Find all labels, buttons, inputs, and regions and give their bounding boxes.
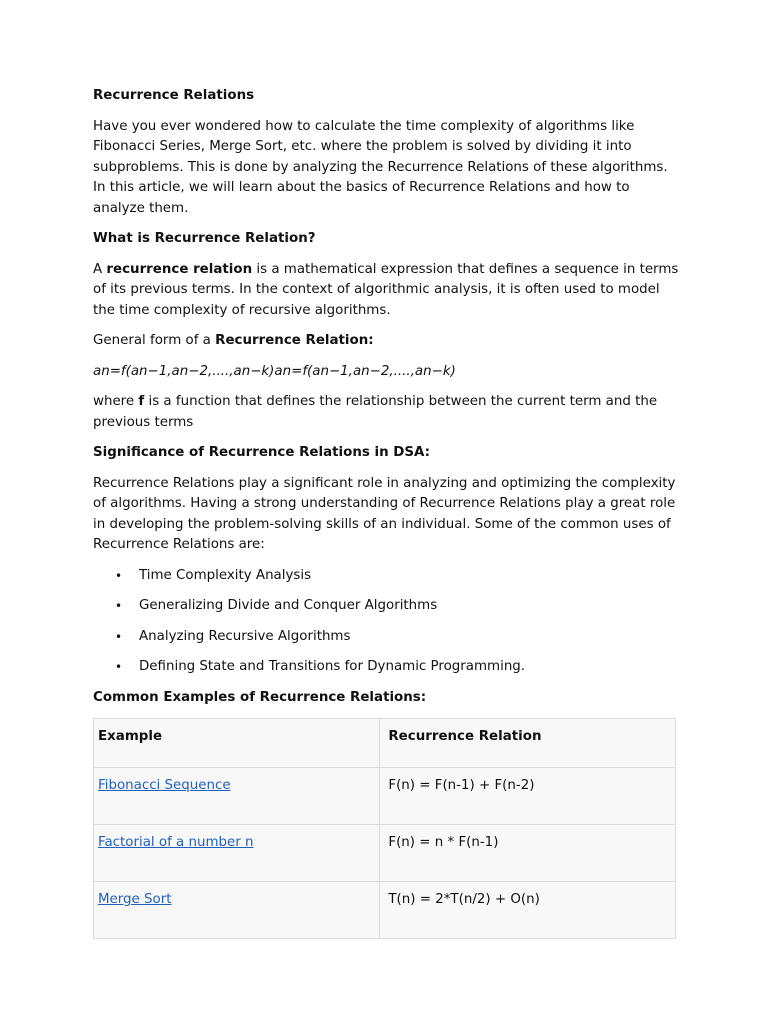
- bullet-icon: •: [115, 660, 123, 674]
- where-suffix: is a function that defines the relationship between the current term and the previous terms: [93, 394, 658, 430]
- table-header-relation: Recurrence Relation: [380, 719, 676, 768]
- table-header-example: Example: [94, 719, 380, 768]
- list-item-label: Defining State and Transitions for Dynamic Programming.: [139, 659, 526, 674]
- table-cell-relation: F(n) = F(n-1) + F(n-2): [380, 768, 676, 825]
- document-page: [93, 86, 683, 939]
- bullet-icon: •: [115, 568, 123, 583]
- table-cell-example: [94, 882, 380, 939]
- merge-sort-link[interactable]: Merge Sort: [98, 892, 172, 907]
- definition-prefix: A: [93, 261, 107, 277]
- list-item: [93, 566, 683, 587]
- table-cell-example: [94, 825, 380, 882]
- general-form-term: Recurrence Relation:: [215, 333, 374, 348]
- list-item-label: Generalizing Divide and Conquer Algorithms: [139, 598, 438, 613]
- list-item-label: Time Complexity Analysis: [139, 567, 312, 583]
- definition-suffix: is a mathematical expression that defines a sequence in terms of its previous terms. In the context of algorithmic analysis, it is often used to model the time complexity of recursive algorithms.: [93, 261, 679, 318]
- list-item: [93, 596, 683, 617]
- table-row: [94, 768, 676, 825]
- list-item: [93, 657, 683, 678]
- general-form-line: [93, 331, 683, 352]
- examples-heading: Common Examples of Recurrence Relations:: [93, 689, 427, 705]
- table-row: [94, 882, 676, 939]
- list-item: [93, 627, 683, 648]
- document-title: Recurrence Relations: [93, 88, 255, 103]
- examples-table: [93, 718, 676, 939]
- general-form-prefix: General form of a: [93, 333, 216, 348]
- bullet-icon: •: [115, 629, 123, 644]
- where-prefix: where: [93, 394, 139, 409]
- uses-list: [93, 566, 683, 678]
- definition-term: recurrence relation: [106, 261, 253, 277]
- significance-heading: Significance of Recurrence Relations in DSA:: [93, 445, 430, 460]
- table-header-row: [94, 719, 676, 768]
- where-paragraph: [93, 392, 683, 433]
- factorial-link[interactable]: Factorial of a number n: [98, 835, 254, 850]
- table-cell-example: [94, 768, 380, 825]
- what-is-heading: What is Recurrence Relation?: [93, 231, 316, 246]
- list-item-label: Analyzing Recursive Algorithms: [139, 628, 351, 644]
- bullet-icon: •: [115, 599, 123, 613]
- fibonacci-link[interactable]: Fibonacci Sequence: [98, 778, 231, 793]
- intro-paragraph: Have you ever wondered how to calculate the time complexity of algorithms like Fibonacci Series, Merge Sort, etc. where the problem is solved by dividing it into subproblems. This is done by analyzing the Recurrence Relations of these algorithms. In this article, we will learn about the basics of Recurrence Relations and how to analyze them.: [93, 118, 668, 216]
- significance-paragraph: Recurrence Relations play a significant role in analyzing and optimizing the complexity of algorithms. Having a strong understanding of Recurrence Relations play a great role in developing the problem-solving skills of an individual. Some of the common uses of Recurrence Relations are:: [93, 475, 676, 552]
- table-row: [94, 825, 676, 882]
- general-formula: an=f(an−1,an−2,....,an−k)an=f(an−1,an−2,....,an−k): [93, 363, 456, 379]
- table-cell-relation: T(n) = 2*T(n/2) + O(n): [380, 882, 676, 939]
- table-cell-relation: F(n) = n * F(n-1): [380, 825, 676, 882]
- where-term: f: [138, 394, 145, 409]
- definition-paragraph: [93, 260, 683, 322]
